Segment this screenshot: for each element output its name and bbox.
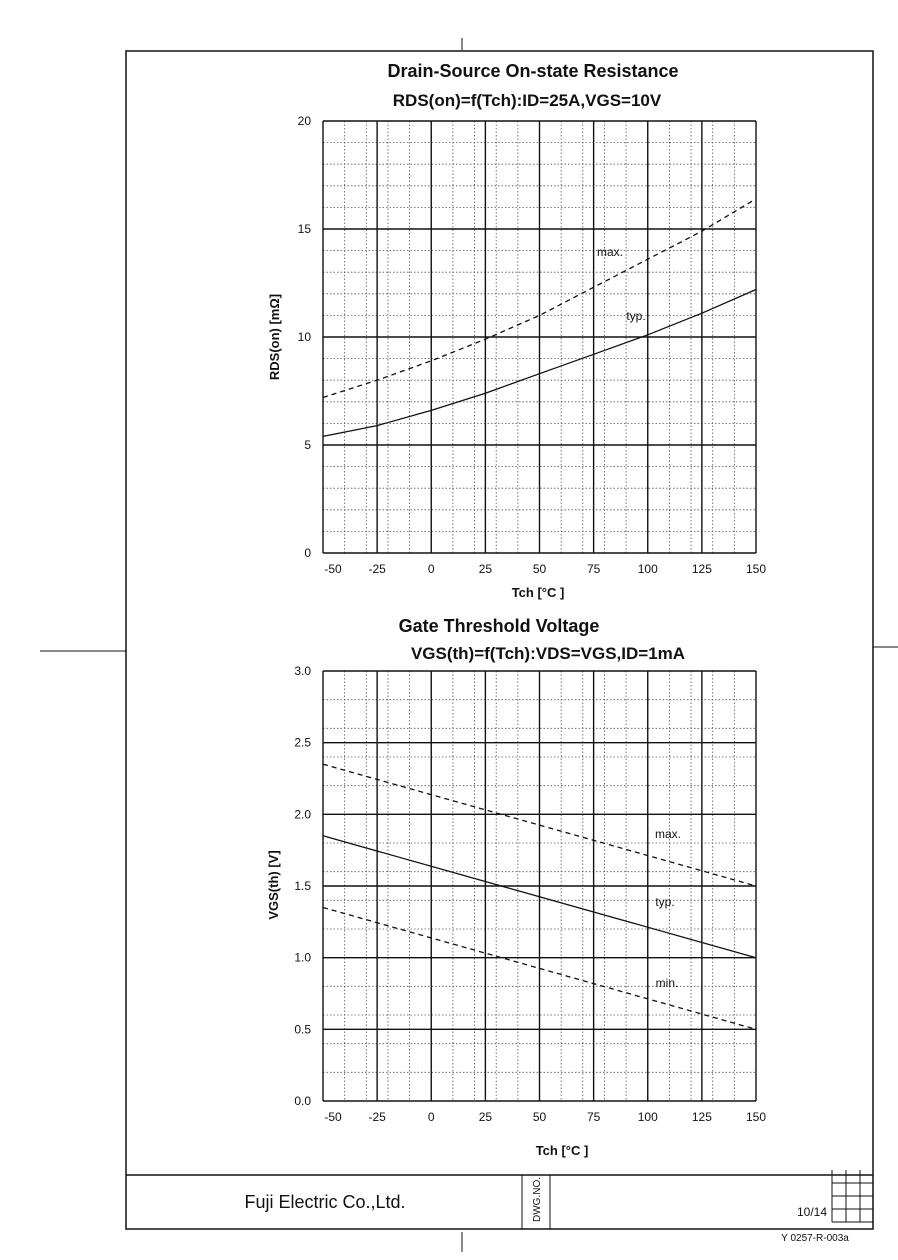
y-tick-label: 2.5 xyxy=(294,735,311,750)
x-tick-label: 25 xyxy=(478,562,493,576)
x-tick-label: 50 xyxy=(532,562,547,576)
y-tick-label: 0.0 xyxy=(294,1094,311,1108)
y-axis-label: VGS(th) [V] xyxy=(266,850,281,920)
chart-subtitle: RDS(on)=f(Tch):ID=25A,VGS=10V xyxy=(392,91,662,110)
x-tick-label: 150 xyxy=(745,562,767,576)
series-label: typ. xyxy=(626,309,646,323)
chart-title: Gate Threshold Voltage xyxy=(398,616,600,636)
x-tick-label: 100 xyxy=(637,1110,658,1124)
x-tick-label: 75 xyxy=(586,1110,601,1124)
y-tick-label: 0 xyxy=(304,546,311,560)
y-axis-label: RDS(on) [mΩ] xyxy=(267,293,282,381)
title-block xyxy=(126,1170,873,1229)
y-tick-label: 20 xyxy=(297,114,311,128)
y-tick-label: 1.0 xyxy=(294,950,311,965)
x-tick-label: 0 xyxy=(427,1110,435,1124)
dwg-no-label: DWG.NO. xyxy=(532,1177,543,1222)
x-tick-label: 125 xyxy=(691,562,712,576)
y-tick-label: 15 xyxy=(297,222,311,236)
series-label: typ. xyxy=(655,895,675,909)
x-tick-label: -50 xyxy=(324,1110,342,1124)
x-tick-label: 25 xyxy=(478,1110,493,1124)
series-label: min. xyxy=(655,976,679,990)
y-tick-label: 3.0 xyxy=(294,664,311,678)
x-tick-label: -25 xyxy=(368,562,386,576)
y-tick-label: 5 xyxy=(304,438,311,452)
x-tick-label: 0 xyxy=(427,562,435,576)
page-frame xyxy=(126,51,873,1229)
x-axis-label: Tch [°C ] xyxy=(535,1143,589,1158)
x-tick-label: 125 xyxy=(691,1110,712,1124)
x-axis-label: Tch [°C ] xyxy=(511,585,565,600)
chart-subtitle: VGS(th)=f(Tch):VDS=VGS,ID=1mA xyxy=(410,644,686,663)
x-tick-label: -25 xyxy=(368,1110,386,1124)
y-tick-label: 10 xyxy=(297,330,311,344)
plot-area xyxy=(294,664,766,1124)
x-tick-label: -50 xyxy=(324,562,342,576)
plot-area xyxy=(298,114,767,576)
page-number: 10/14 xyxy=(796,1205,828,1219)
x-tick-label: 100 xyxy=(637,562,658,576)
y-tick-label: 1.5 xyxy=(294,879,311,893)
y-tick-label: 2.0 xyxy=(294,807,311,822)
x-tick-label: 75 xyxy=(586,562,601,576)
x-tick-label: 50 xyxy=(532,1110,547,1124)
chart-vgs-th xyxy=(266,616,766,1158)
form-code: Y 0257-R-003a xyxy=(781,1233,849,1244)
chart-rds-on xyxy=(267,61,766,600)
y-tick-label: 0.5 xyxy=(294,1022,311,1037)
x-tick-label: 150 xyxy=(745,1110,767,1124)
series-label: max. xyxy=(654,827,682,841)
company-name: Fuji Electric Co.,Ltd. xyxy=(244,1192,406,1212)
series-label: max. xyxy=(596,245,624,259)
chart-title: Drain-Source On-state Resistance xyxy=(387,61,679,81)
